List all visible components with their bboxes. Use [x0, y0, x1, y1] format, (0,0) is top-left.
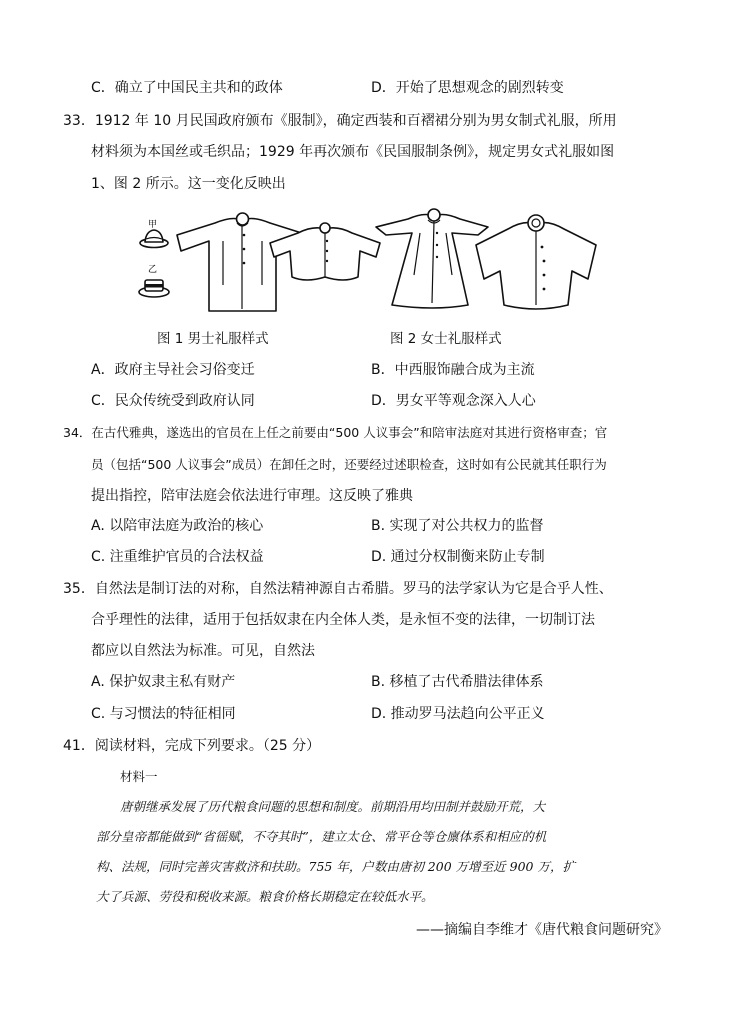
hat-b-icon	[139, 280, 169, 297]
q35-line-2: 合乎理性的法律，适用于包括奴隶在内全体人类，是永恒不变的法律，一切制订法	[91, 612, 595, 628]
q34-line-3: 提出指控，陪审法庭会依法进行审理。这反映了雅典	[91, 488, 413, 504]
q34-option-a: A. 以陪审法庭为政治的核心	[91, 518, 264, 534]
q33-option-c: C．民众传统受到政府认同	[91, 393, 255, 409]
q35-option-c: C. 与习惯法的特征相同	[91, 706, 236, 722]
hat-a-icon	[140, 230, 168, 248]
material-1-line: 部分皇帝都能做到“省徭赋，不夺其时”，建立太仓、常平仓等仓廪体系和相应的机	[96, 829, 547, 844]
material-1-line: 构、法规，同时完善灾害救济和扶助。755 年，户数由唐初 200 万增至近 900 万，扩	[96, 859, 575, 874]
q33-line-1: 33．1912 年 10 月民国政府颁布《服制》，确定西装和百褶裙分别为男女制式礼服，所用	[63, 113, 617, 129]
figure-2-caption: 图 2 女士礼服样式	[390, 331, 502, 347]
q41-instruction: 41．阅读材料，完成下列要求。（25 分）	[63, 738, 321, 754]
figure-1-caption: 图 1 男士礼服样式	[157, 331, 269, 347]
material-1-line: 大了兵源、劳役和税收来源。粮食价格长期稳定在较低水平。	[96, 889, 434, 904]
q35-line-3: 都应以自然法为标准。可见，自然法	[91, 643, 315, 659]
figure-1-mens-attire	[130, 205, 390, 325]
q34-option-b: B. 实现了对公共权力的监督	[371, 518, 544, 534]
prev-option-c: C．确立了中国民主共和的政体	[91, 80, 283, 96]
q34-option-c: C. 注重维护官员的合法权益	[91, 549, 264, 565]
q33-line-2: 材料须为本国丝或毛织品；1929 年再次颁布《民国服制条例》，规定男女式礼服如图	[91, 144, 615, 160]
q35-option-a: A. 保护奴隶主私有财产	[91, 674, 236, 690]
q34-line-1: 34．在古代雅典，遂选出的官员在上任之前要由“500 人议事会”和陪审法庭对其进行资格审查；官	[63, 425, 608, 440]
q33-option-a: A．政府主导社会习俗变迁	[91, 362, 255, 378]
q35-option-b: B. 移植了古代希腊法律体系	[371, 674, 544, 690]
figure-2-womens-attire	[370, 205, 610, 325]
q35-option-d: D. 推动罗马法趋向公平正义	[371, 706, 545, 722]
womens-wide-jacket	[476, 215, 596, 309]
q33-option-d: D．男女平等观念深入人心	[371, 393, 536, 409]
material-1-line: 唐朝继承发展了历代粮食问题的思想和制度。前期沿用均田制并鼓励开荒，大	[120, 799, 546, 814]
q34-line-2: 员（包括“500 人议事会”成员）在卸任之时，还要经过述职检查，这时如有公民就其任职行为	[91, 457, 607, 472]
material-1-title: 材料一	[120, 769, 158, 784]
q34-option-d: D. 通过分权制衡来防止专制	[371, 549, 545, 565]
fig-label-a: 甲	[148, 220, 158, 230]
prev-option-d: D．开始了思想观念的剧烈转变	[371, 80, 564, 96]
womens-long-dress	[376, 209, 488, 308]
fig-label-b: 乙	[148, 265, 158, 275]
material-1-source: ——摘编自李维才《唐代粮食问题研究》	[416, 922, 668, 938]
mens-long-robe	[177, 213, 308, 311]
q33-line-3: 1、图 2 所示。这一变化反映出	[91, 176, 286, 192]
q35-line-1: 35．自然法是制订法的对称，自然法精神源自古希腊。罗马的法学家认为它是合乎人性、	[63, 581, 613, 597]
q33-option-b: B．中西服饰融合成为主流	[371, 362, 535, 378]
